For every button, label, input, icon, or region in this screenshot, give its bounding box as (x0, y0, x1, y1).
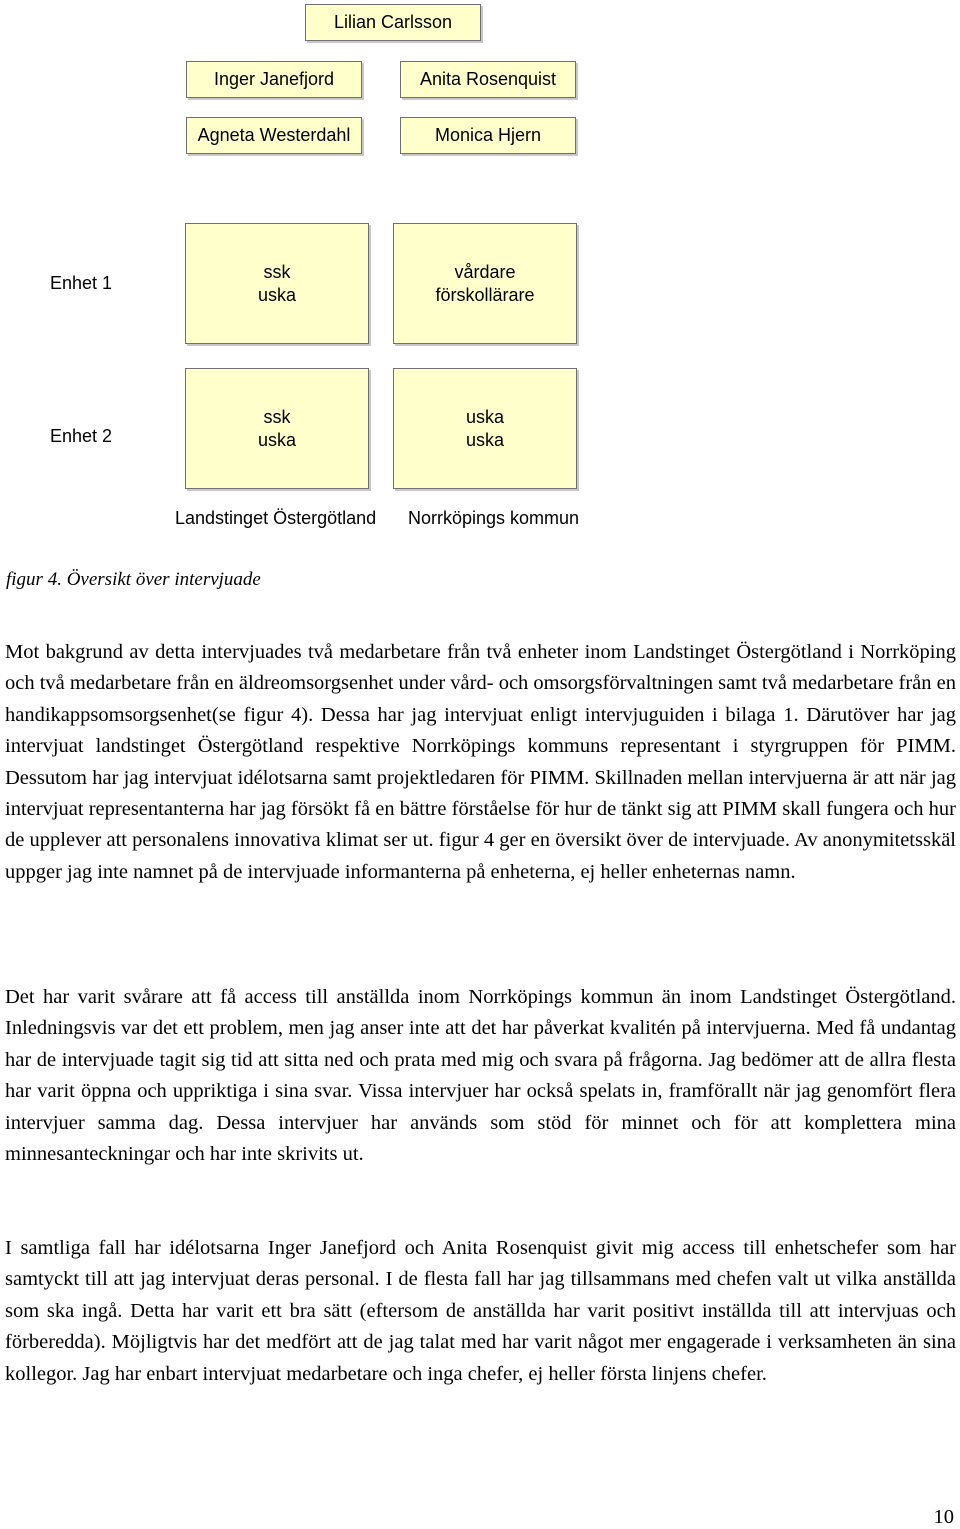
page-number: 10 (933, 1506, 954, 1528)
unit-1-right-box (393, 223, 577, 344)
person-box-right-1 (400, 61, 576, 98)
paragraph-3: I samtliga fall har idélotsarna Inger Janefjord och Anita Rosenquist givit mig access till enhetschefer som har samtyckt till att jag intervjuat deras personal. I de flesta fall har jag tillsammans med chefen valt ut vilka anställda som ska ingå. Detta har varit ett bra sätt (eftersom de anställda har varit positivt inställda till att intervjuas och förberedda). Möjligtvis har det medfört att de jag talat med har varit något mer engagerade i verksamheten än sina kollegor. Jag har enbart intervjuat medarbetare och inga chefer, ej heller första linjens chefer. (5, 1237, 956, 1385)
unit-2-right-box (393, 368, 577, 489)
person-box-right-2 (400, 117, 576, 154)
person-box-top (305, 4, 481, 41)
role-text: ssk (263, 261, 291, 282)
role-text: vårdare (454, 261, 516, 282)
unit-2-left-box (185, 368, 369, 489)
person-name: Anita Rosenquist (419, 69, 557, 89)
person-name: Agneta Westerdahl (197, 125, 351, 145)
column-label-right: Norrköpings kommun (408, 508, 580, 528)
person-name: Inger Janefjord (213, 69, 335, 89)
role-text: uska (465, 429, 505, 450)
person-box-left-2 (186, 117, 362, 154)
person-name: Monica Hjern (434, 125, 542, 145)
role-text: uska (257, 429, 297, 450)
role-text: ssk (263, 406, 291, 427)
column-label-left: Landstinget Östergötland (175, 508, 377, 528)
unit-label-1: Enhet 1 (50, 273, 113, 293)
paragraph-1: Mot bakgrund av detta intervjuades två medarbetare från två enheter inom Landstinget Östergötland i Norrköping och två medarbetare från en äldreomsorgsenhet under vård- och omsorgsförvaltningen samt två medarbetare från en handikappsomsorgsenhet(se figur 4). Dessa har jag intervjuat enligt intervjuguiden i bilaga 1. Därutöver har jag intervjuat landstinget Östergötland respektive Norrköpings kommuns representant i styrgruppen för PIMM. Dessutom har jag intervjuat idélotsarna samt projektledaren för PIMM. Skillnaden mellan intervjuerna är att när jag intervjuat representanterna har jag försökt få en bättre förståelse för hur de tänkt sig att PIMM skall fungera och hur de upplever att personalens innovativa klimat ser ut. figur 4 ger en översikt över de intervjuade. Av anonymitetsskäl uppger jag inte namnet på de intervjuade informanterna på enheterna, ej heller enheternas namn. (5, 641, 956, 883)
person-box-left-1 (186, 61, 362, 98)
unit-label-2: Enhet 2 (50, 426, 113, 446)
unit-1-left-box (185, 223, 369, 344)
paragraph-2: Det har varit svårare att få access till anställda inom Norrköpings kommun än inom Landstinget Östergötland. Inledningsvis var det ett problem, men jag anser inte att det har påverkat kvalitén på intervjuerna. Med få undantag har de intervjuade tagit sig tid att sitta ned och prata med mig och svara på frågorna. Jag bedömer att de allra flesta har varit öppna och uppriktiga i sina svar. Vissa intervjuer har också spelats in, framförallt när jag genomfört flera intervjuer samma dag. Dessa intervjuer har används som stöd för minnet och för att komplettera mina minnesanteckningar och har inte skrivits ut. (5, 986, 956, 1166)
role-text: uska (465, 406, 505, 427)
role-text: uska (257, 284, 297, 305)
figure-caption: figur 4. Översikt över intervjuade (6, 569, 261, 590)
person-name: Lilian Carlsson (333, 12, 453, 32)
role-text: förskollärare (435, 284, 535, 305)
